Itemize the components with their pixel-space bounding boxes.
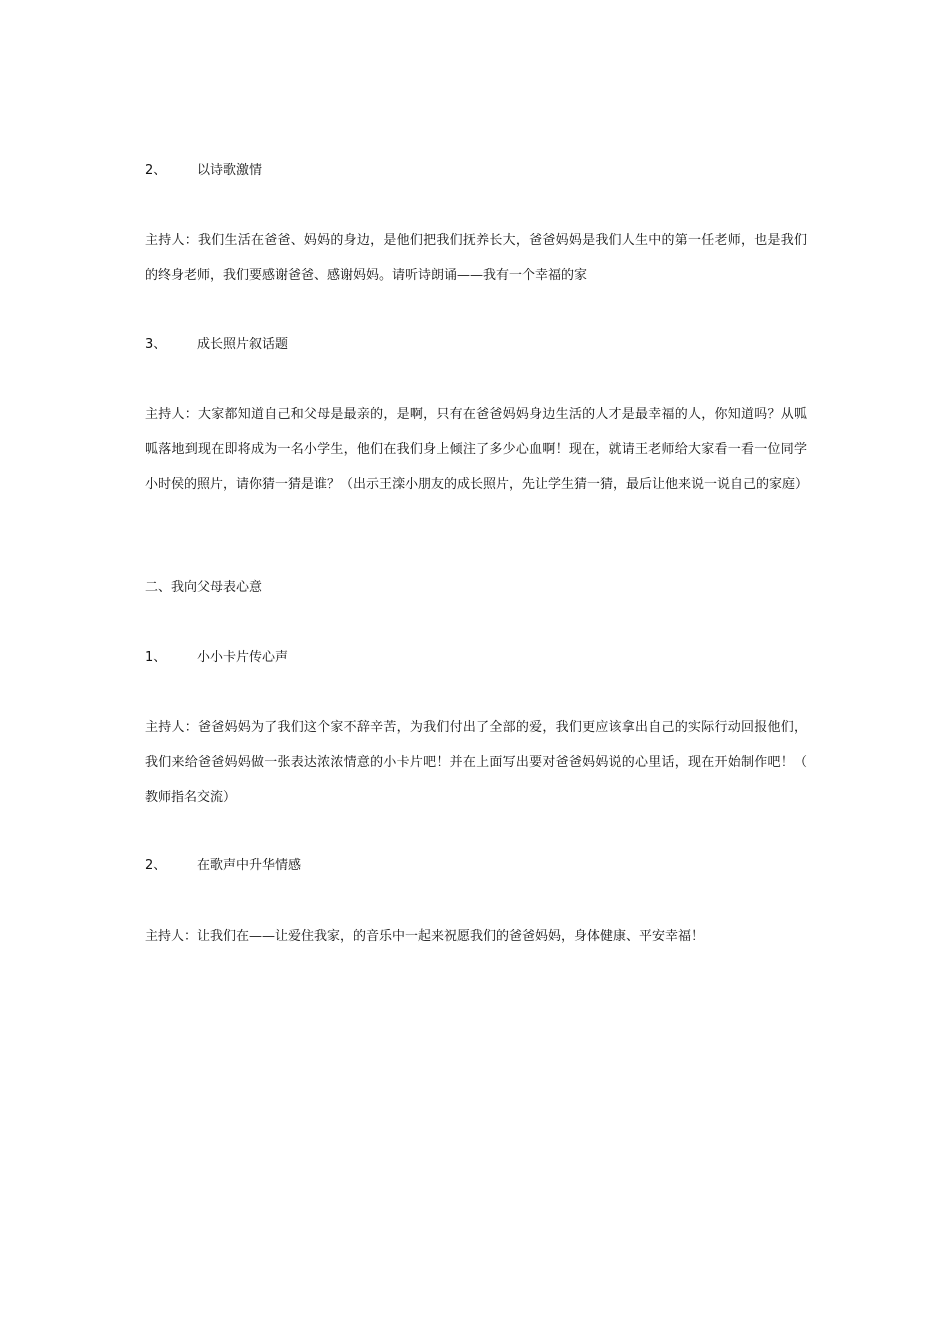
heading-text: 以诗歌激情 [197, 163, 263, 178]
heading-number: 2、 [145, 858, 167, 873]
heading-number: 1、 [145, 650, 167, 665]
paragraph-host-photos: 主持人：大家都知道自己和父母是最亲的，是啊，只有在爸爸妈妈身边生活的人才是最幸福的人，你知道吗？从呱呱落地到现在即将成为一名小学生，他们在我们身上倾注了多少心血啊！现在，就请王老师给大家看一看一位同学小时侯的照片，请你猜一猜是谁？（出示王滦小朋友的成长照片，先让学生猜一猜，最后让他来说一说自己的家庭） [145, 407, 809, 492]
heading-2-song [145, 857, 301, 875]
paragraph-host-thanks: 主持人：我们生活在爸爸、妈妈的身边，是他们把我们抚养长大，爸爸妈妈是我们人生中的第一任老师，也是我们的终身老师，我们要感谢爸爸、感谢妈妈。请听诗朗诵——我有一个幸福的家 [145, 233, 807, 283]
section-heading-2: 二、我向父母表心意 [145, 580, 263, 595]
heading-number: 2、 [145, 163, 167, 178]
heading-number: 3、 [145, 337, 167, 352]
heading-1-cards [145, 649, 288, 667]
heading-text: 在歌声中升华情感 [197, 858, 302, 873]
heading-3-photos [145, 336, 288, 354]
heading-text: 成长照片叙话题 [197, 337, 289, 352]
heading-text: 小小卡片传心声 [197, 650, 289, 665]
paragraph-host-cards: 主持人：爸爸妈妈为了我们这个家不辞辛苦，为我们付出了全部的爱，我们更应该拿出自己的实际行动回报他们，我们来给爸爸妈妈做一张表达浓浓情意的小卡片吧！并在上面写出要对爸爸妈妈说的心里话，现在开始制作吧！（ 教师指名交流） [145, 720, 807, 805]
heading-2-poem [145, 162, 262, 180]
paragraph-host-song: 主持人：让我们在——让爱住我家，的音乐中一起来祝愿我们的爸爸妈妈，身体健康、平安幸福！ [145, 929, 705, 944]
